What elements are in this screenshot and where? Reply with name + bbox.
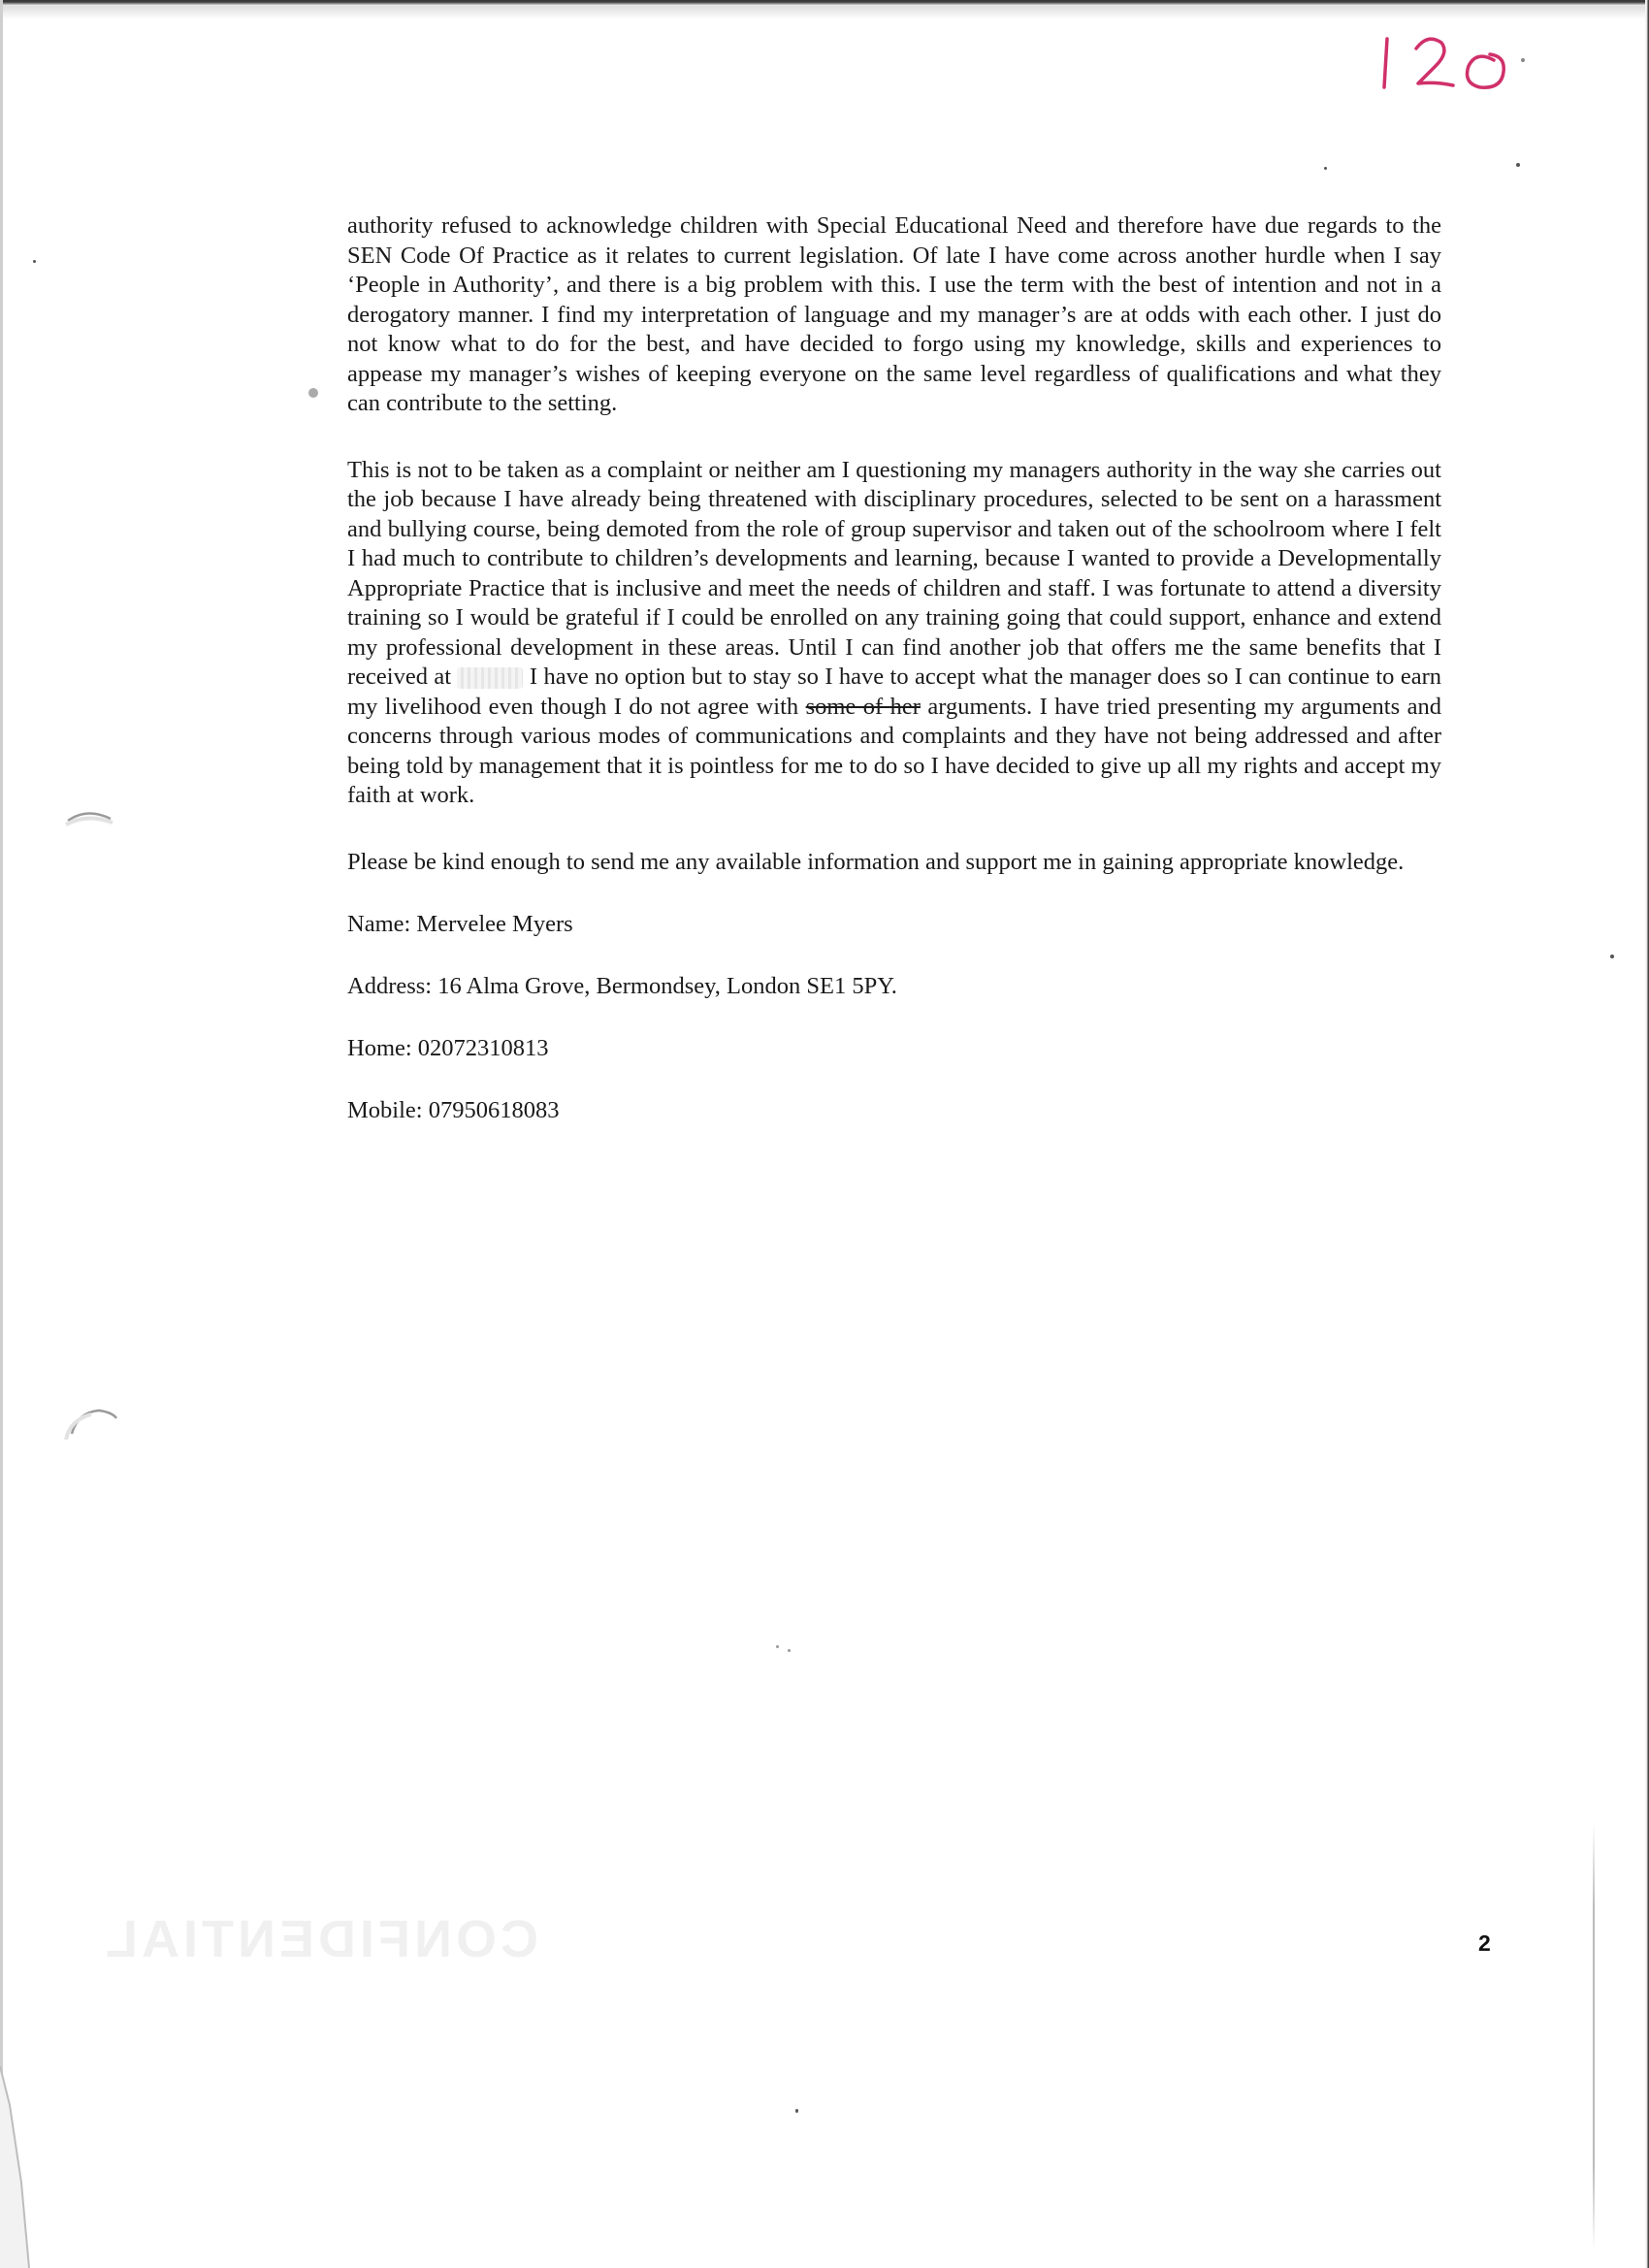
name-line: Name: Mervelee Myers <box>347 911 573 937</box>
paragraph-2-part-1: This is not to be taken as a complaint or neither am I questioning my managers authority in the way she carries out the job because I have already being threatened with disciplinary procedures, selected to be sent on a harassment and bullying course, being demoted from the role of group supervisor and taken out of the schoolroom where I felt I had much to contribute to children’s developments and learning, because I wanted to provide a Developmentally Appropriate Practice that is inclusive and meet the needs of children and staff. I was fortunate to attend a diversity training so I would be grateful if I could be enrolled on any training going that could support, enhance and extend my professional development in these areas. Until I can find another job that offers me the same benefits that I received at <box>347 456 1441 690</box>
scan-speck <box>308 388 318 398</box>
scan-left-edge <box>0 0 3 2268</box>
paragraph-1: authority refused to acknowledge children with Special Educational Need and therefore have due regards to the SEN Code Of Practice as it relates to current legislation. Of late I have come across another hurdle when I say ‘People in Authority’, and there is a big problem with this. I use the term with the best of intention and not in a derogatory manner. I find my interpretation of language and my manager’s are at odds with each other. I just do not know what to do for the best, and have decided to forgo using my knowledge, skills and experiences to appease my manager’s wishes of keeping everyone on the same level regardless of qualifications and what they can contribute to the setting. <box>347 212 1441 416</box>
scan-speck <box>1516 163 1520 167</box>
address-line: Address: 16 Alma Grove, Bermondsey, London SE1 5PY. <box>347 973 897 999</box>
redacted-text <box>457 667 523 689</box>
scan-speck <box>1610 955 1614 958</box>
punch-hole-top <box>60 794 118 852</box>
handwritten-page-number <box>1368 21 1542 99</box>
scan-speck <box>1324 167 1327 170</box>
home-phone-line: Home: 02072310813 <box>347 1035 549 1061</box>
printed-page-number: 2 <box>1478 1930 1491 1956</box>
punch-hole-bottom <box>60 1397 118 1455</box>
mobile-phone-line: Mobile: 07950618083 <box>347 1097 560 1123</box>
scan-right-edge <box>1645 0 1649 2268</box>
confidential-watermark: CONFIDENTIAL <box>102 1910 538 1968</box>
paragraph-2-part-2: I have no option but to stay so I have to accept what the manager does so I can continue to earn my livelihood even though I do not agree with <box>347 664 1441 720</box>
paper-crease <box>1593 1824 1595 2251</box>
scan-speck <box>788 1649 791 1652</box>
paragraph-2-part-3: arguments. I have tried presenting my arguments and concerns through various modes of communications and complaints and they have not being addressed and after being told by management that it is pointless for me to do so I have decided to give up all my rights and accept my faith at work. <box>347 693 1441 808</box>
paragraph-3: Please be kind enough to send me any available information and support me in gaining appropriate knowledge. <box>347 848 1405 875</box>
scan-top-shadow <box>0 6 1649 19</box>
scan-speck <box>33 260 36 263</box>
scan-speck <box>776 1645 779 1648</box>
scan-speck <box>795 2109 798 2113</box>
paragraph-2 <box>347 456 1441 811</box>
letter-body <box>347 211 1441 1158</box>
struck-through-text: some of her <box>805 693 921 720</box>
folded-corner <box>0 2066 35 2268</box>
